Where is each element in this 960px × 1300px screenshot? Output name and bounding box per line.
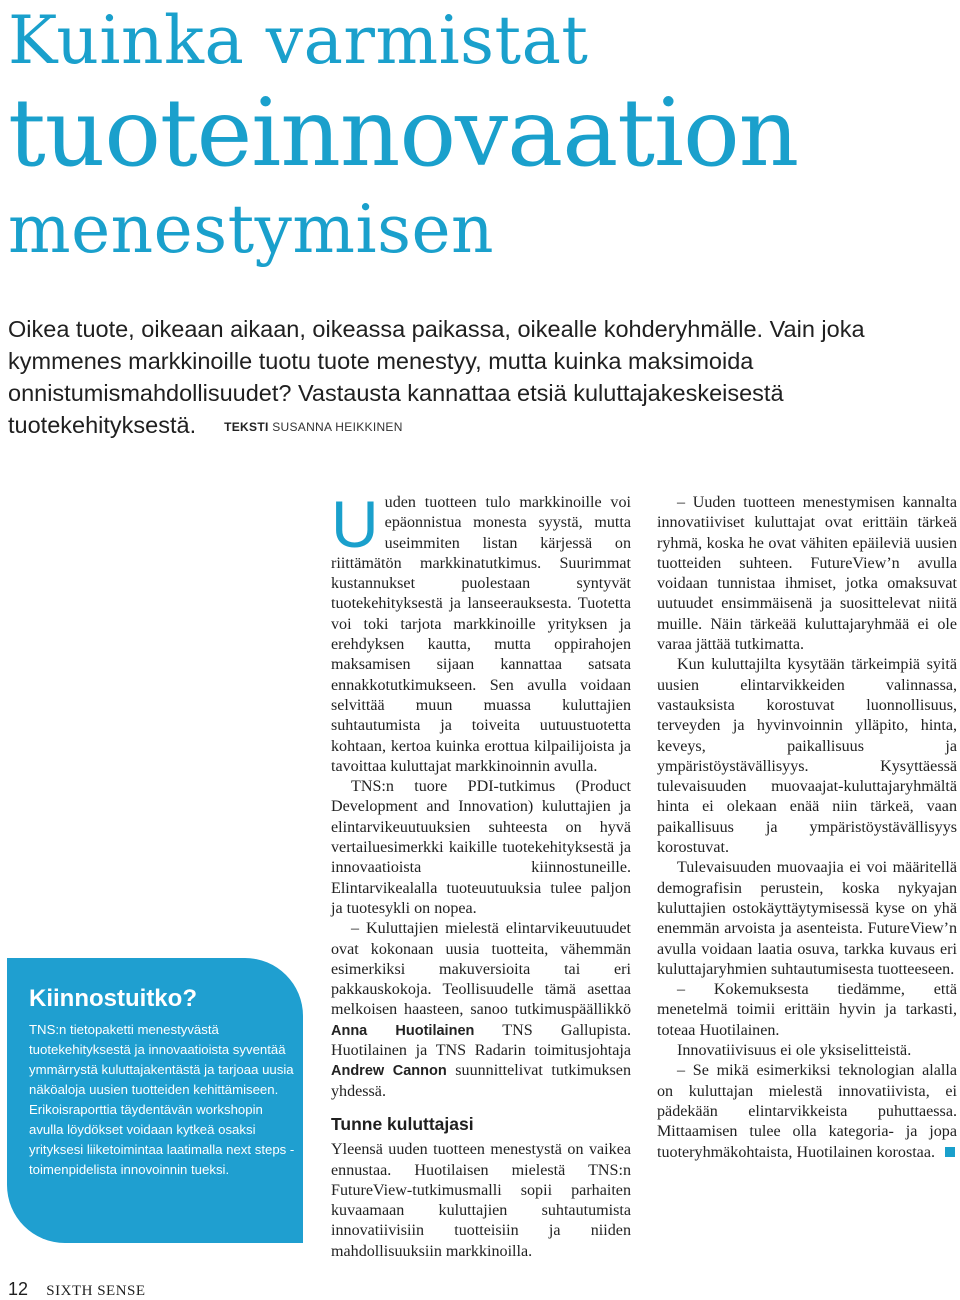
body-paragraph: – Kokemuksesta tiedämme, että menetelmä toimii erittäin hyvin ja tarkasti, toteaa Huotilainen. (657, 981, 957, 1039)
page-footer (8, 1279, 146, 1300)
lead-text: Oikea tuote, oikeaan aikaan, oikeassa paikassa, oikealle kohderyhmälle. Vain joka kymmenes markkinoille tuotu tuote menestyy, mutta kuinka maksimoida onnistumismahdollisuudet? Vastausta kannattaa etsiä kuluttajakeskeisestä tuotekehityksestä. (8, 316, 865, 438)
info-box-text: TNS:n tietopaketti menestyvästä tuotekehityksestä ja innovaatioista syventää ymmärrystä kuluttajakentästä ja tarjoaa uusia näköaloja uusien tuotteiden kehittämiseen. Erikoisraporttia täydentävän workshopin avulla löydökset voidaan kytkeä osaksi yrityksesi liiketoimintaa laatimalla next steps -toimenpidelista innovoinnin tueksi. (29, 1022, 295, 1177)
body-paragraph: – Kuluttajien mielestä elintarvikeuutuudet ovat kokonaan uusia tuotteita, vähemmän esimerkiksi makuversioita tai eri pakkauskokoja. Teollisuudelle tämä asettaa melkoisen haasteen, sanoo tutkimuspäällikkö Anna Huotilainen TNS Gallupista. Huotilainen ja TNS Radarin toimitusjohtaja Andrew Cannon suunnittelivat tutkimuksen yhdessä. (331, 920, 631, 1100)
info-box (7, 958, 303, 1243)
magazine-name: SIXTH SENSE (46, 1283, 146, 1299)
title-line-3: menestymisen (8, 191, 495, 268)
body-paragraph: Yleensä uuden tuotteen menestystä on vaikea ennustaa. Huotilaisen mielestä TNS:n FutureView-tutkimusmalli sopii parhaiten kuvaamaan kuluttajien suhtautumista innovatiivisiin tuotteisiin ja niiden mahdollisuuksiin markkinoilla. (331, 1141, 631, 1260)
title-line-2: tuoteinnovaation (8, 79, 799, 188)
info-box-title: Kiinnostuitko? (29, 985, 197, 1012)
body-paragraph: – Uuden tuotteen menestymisen kannalta innovatiiviset kuluttajat ovat erittäin tärkeä ryhmä, koska he ovat vähiten epäileviä uusien tuotteiden suhteen. FutureView’n avulla voidaan tunnistaa ihmiset, jotka omaksuvat uutuudet ensimmäisenä ja suosittelevat niitä muille. Näin tärkeää kuluttajaryhmää ei ole varaa jättää tutkimatta. (657, 494, 957, 654)
body-column-1 (331, 487, 631, 1262)
end-mark-icon (945, 1147, 955, 1157)
section-heading: Tunne kuluttajasi (331, 1113, 474, 1134)
byline-label: TEKSTI (224, 420, 269, 434)
body-paragraph: Uuden tuotteen tulo markkinoille voi epäonnistua monesta syystä, mutta useimmiten listan kärjessä on riittämätön markkinatutkimus. Suurimmat kustannukset puolestaan syntyvät tuotekehityksestä ja lanseerauksesta. Tuotetta voi toki tarjota markkinoille yrityksen ja erehdyksen kautta, mutta oppirahojen maksamisen sijaan kannattaa satsata ennakkotutkimukseen. Sen avulla voidaan selvittää muun muassa kuluttajien suhtautumista ja toiveita uutuustuotetta kohtaan, kertoa kuinka erottua kilpailijoista ja tavoittaa kuluttajat markkinoinnin avulla. (331, 487, 631, 775)
drop-cap: U (331, 487, 379, 561)
body-column-2 (657, 493, 957, 1163)
body-paragraph: Tulevaisuuden muovaajia ei voi määritellä demografisin perustein, koska nykyajan kuluttajien ostokäyttäytymisessä kyse on yhä enemmän arvoista ja asenteista. FutureView’n avulla voidaan laatia osuva, tarkka kuvaus eri kuluttajaryhmien suhtautumisesta tuotteeseen. (657, 859, 957, 978)
byline (224, 420, 403, 434)
title-line-1: Kuinka varmistat (8, 2, 589, 79)
lead-paragraph (8, 313, 948, 443)
body-paragraph: – Se mikä esimerkiksi teknologian alalla on kuluttajan mielestä innovatiivista, ei pädekään elintarvikkeista puhuttaessa. Mittaamisen tulee olla kategoria- ja jopa tuoteryhmäkohtaista, Huotilainen korostaa. (657, 1062, 957, 1161)
person-name: Anna Huotilainen (331, 1022, 475, 1039)
byline-author: SUSANNA HEIKKINEN (272, 420, 403, 434)
article-title (8, 0, 948, 274)
person-name: Andrew Cannon (331, 1063, 447, 1080)
body-paragraph: Innovatiivisuus ei ole yksiselitteistä. (677, 1042, 912, 1060)
body-paragraph: Kun kuluttajilta kysytään tärkeimpiä syitä uusien elintarvikkeiden valinnassa, vastauksista korostuvat luonnollisuus, terveyden ja hyvinvoinnin ylläpito, hinta, keveys, paikallisuus ja ympäristöystävällisyys. Kysyttäessä tulevaisuuden muovaajat-kuluttajaryhmältä hinta ei olekaan enää niin tärkeä, vaan paikallisuus ja ympäristöystävällisyys korostuvat. (657, 656, 957, 857)
body-paragraph: TNS:n tuore PDI-tutkimus (Product Development and Innovation) kuluttajien ja elintarvikeuutuuksien suhteesta on hyvä vertailuesimerkki kaikille tuotekehityksestä ja innovaatioista kiinnostuneille. Elintarvikealalla tuoteuutuuksia tulee paljon ja tuotesykli on nopea. (331, 778, 631, 917)
page-number: 12 (8, 1279, 29, 1299)
